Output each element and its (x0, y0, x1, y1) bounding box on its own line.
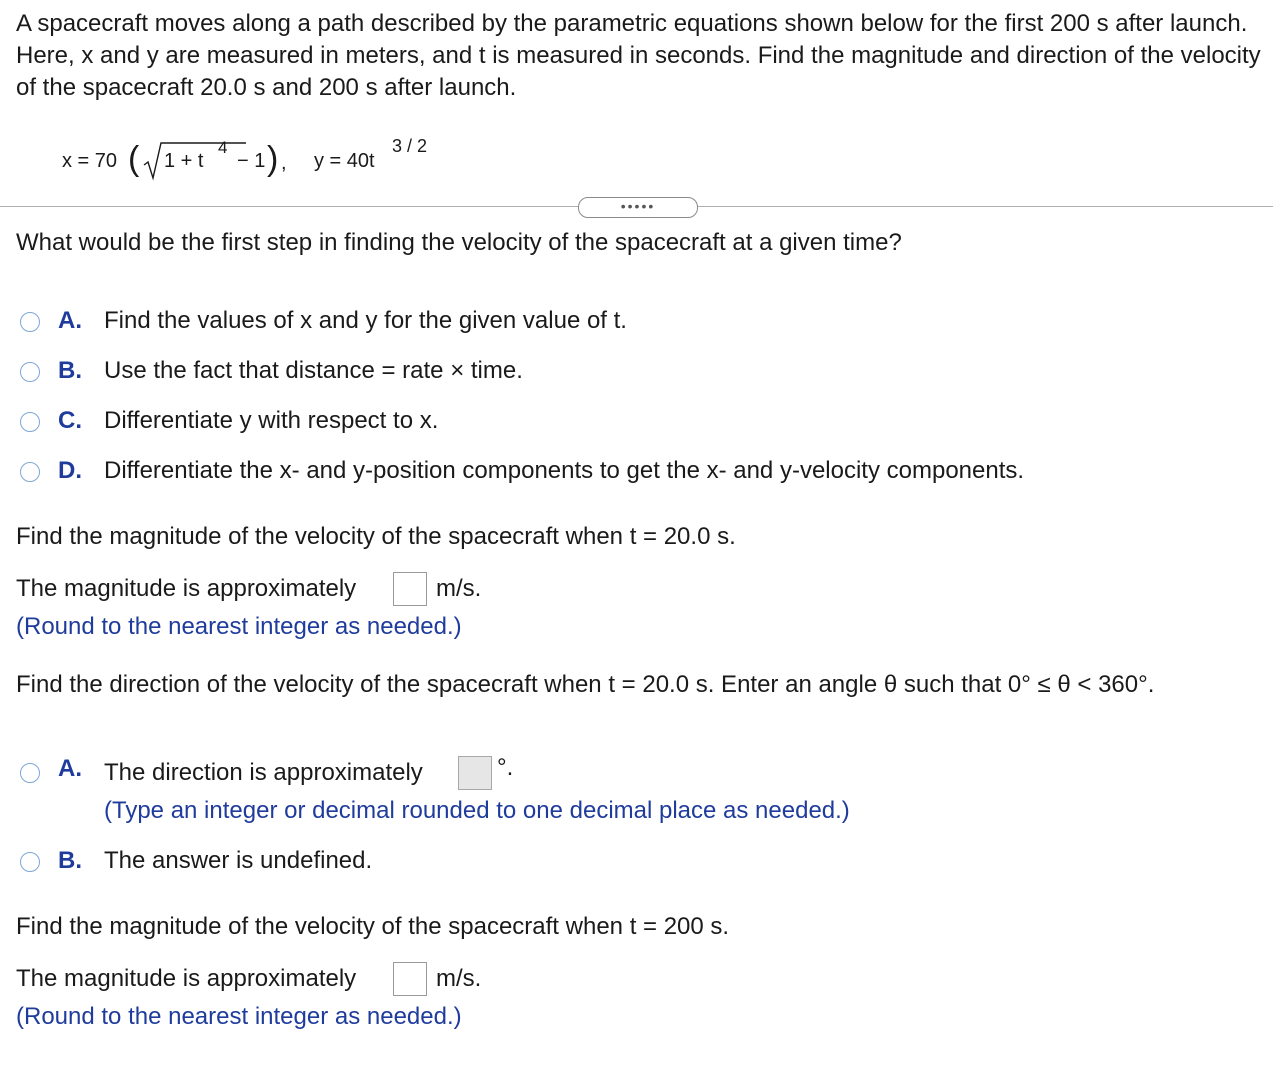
option-text[interactable]: The direction is approximately (104, 759, 423, 786)
equation-x-exponent: 4 (218, 138, 228, 157)
equation-y-lhs: y = 40t (314, 150, 375, 172)
equation-y-exponent: 3 / 2 (392, 136, 428, 156)
radio-q1-c[interactable] (20, 412, 40, 432)
unit-ms: m/s. (436, 575, 482, 602)
radio-q1-a[interactable] (20, 312, 40, 332)
option-letter: B. (58, 357, 82, 384)
option-letter: B. (58, 847, 82, 874)
degree-unit: °. (497, 754, 514, 781)
direction-t20-input[interactable] (458, 756, 492, 790)
option-letter: A. (58, 755, 82, 782)
magnitude-t200-input[interactable] (393, 962, 427, 996)
open-paren: ( (128, 140, 140, 178)
unit-ms: m/s. (436, 965, 482, 992)
radio-q1-d[interactable] (20, 462, 40, 482)
prompt-direction-t20: Find the direction of the velocity of the spacecraft when t = 20.0 s. Enter an angle θ such that 0° ≤ θ < 360°. (16, 671, 1155, 698)
option-text[interactable]: Find the values of x and y for the given value of t. (104, 307, 627, 334)
rounding-hint: (Round to the nearest integer as needed.) (16, 1003, 462, 1030)
rounding-hint: (Round to the nearest integer as needed.) (16, 613, 462, 640)
option-text[interactable]: The answer is undefined. (104, 847, 373, 874)
option-text[interactable]: Use the fact that distance = rate × time. (104, 357, 523, 384)
answer-label-magnitude-t20: The magnitude is approximately (16, 575, 357, 602)
radio-direction-b[interactable] (20, 852, 40, 872)
equation-x-tail: − 1 (237, 150, 266, 172)
option-letter: D. (58, 457, 82, 484)
prompt-magnitude-t200: Find the magnitude of the velocity of the spacecraft when t = 200 s. (16, 913, 730, 940)
prompt-magnitude-t20: Find the magnitude of the velocity of the spacecraft when t = 20.0 s. (16, 523, 736, 550)
radio-q1-b[interactable] (20, 362, 40, 382)
answer-label-magnitude-t200: The magnitude is approximately (16, 965, 357, 992)
equation-x-inner: 1 + t (164, 150, 204, 172)
radio-direction-a[interactable] (20, 763, 40, 783)
equation-x-lhs: x = 70 (62, 150, 118, 172)
equation-separator: , (281, 152, 287, 174)
option-text[interactable]: Differentiate y with respect to x. (104, 407, 439, 434)
close-paren: ) (267, 140, 279, 178)
option-letter: A. (58, 307, 82, 334)
problem-statement: A spacecraft moves along a path described by the parametric equations shown below for the first 200 s after launch. Here, x and y are measured in meters, and t is measured in seconds. Find the magnitude and direction of the velocity of the spacecraft 20.0 s and 200 s after launch. (16, 10, 1261, 101)
question-first-step: What would be the first step in finding the velocity of the spacecraft at a given time? (16, 229, 902, 256)
option-letter: C. (58, 407, 82, 434)
show-more-button[interactable]: ••••• (578, 197, 698, 218)
magnitude-t20-input[interactable] (393, 572, 427, 606)
decimal-hint: (Type an integer or decimal rounded to one decimal place as needed.) (104, 797, 850, 824)
option-text[interactable]: Differentiate the x- and y-position components to get the x- and y-velocity components. (104, 457, 1025, 484)
